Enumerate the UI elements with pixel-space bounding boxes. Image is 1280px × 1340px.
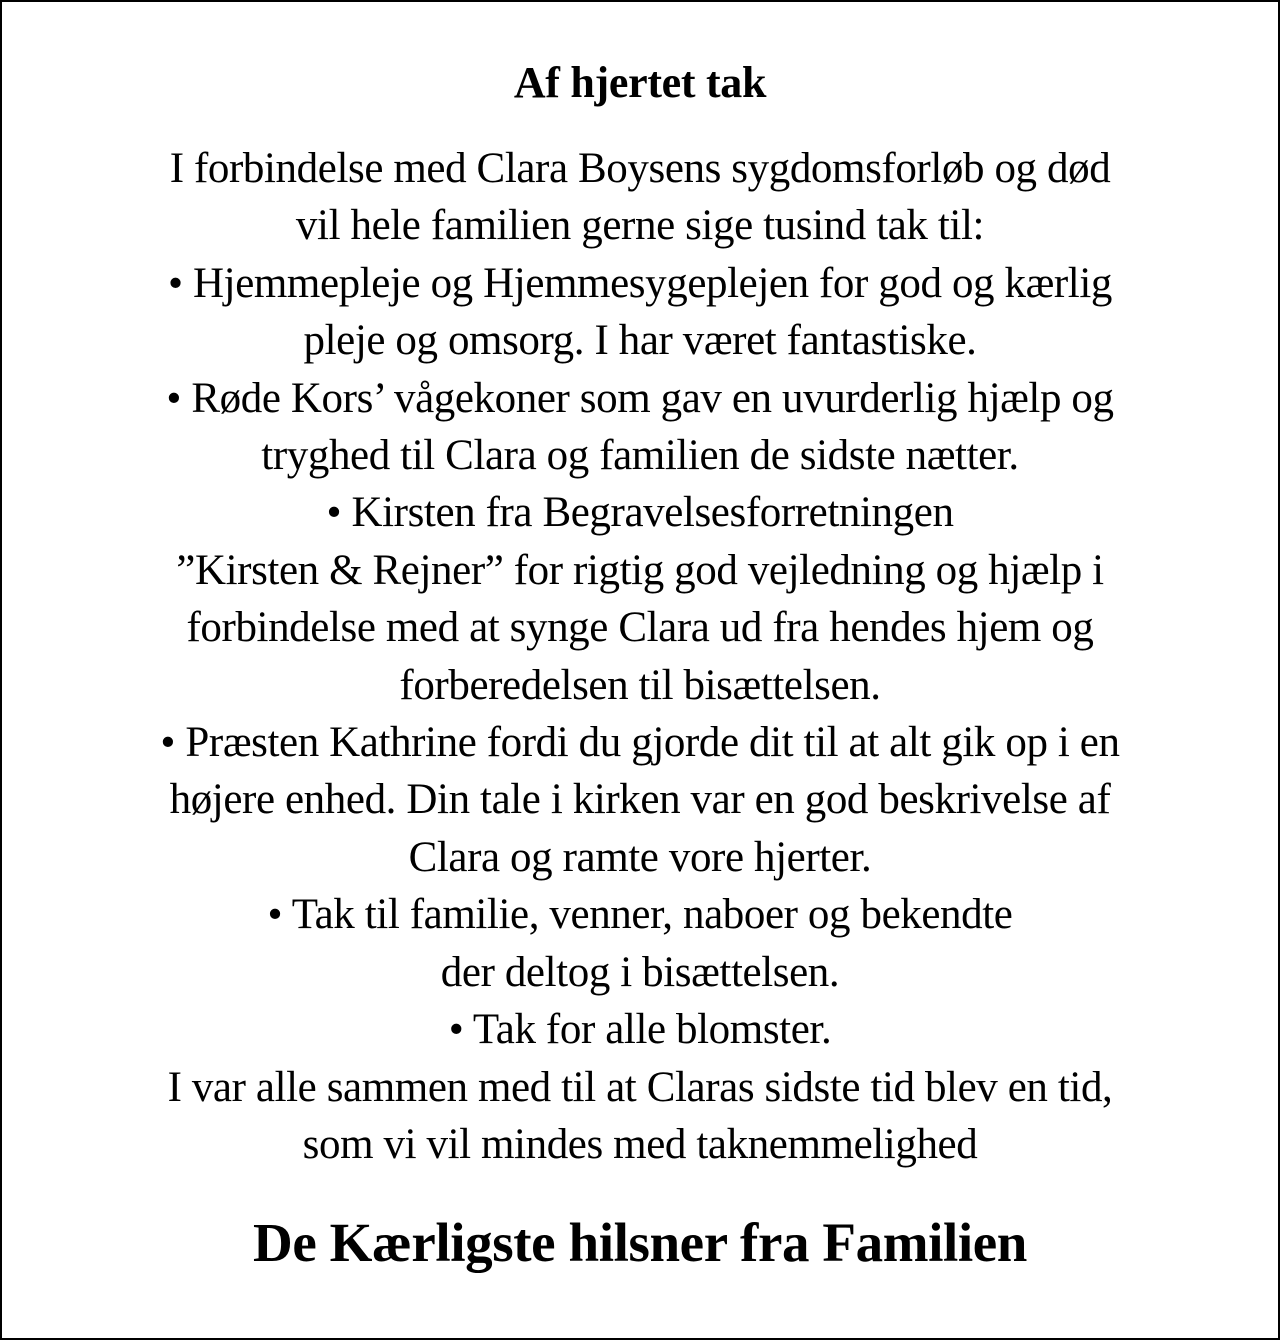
- body-line: Clara og ramte vore hjerter.: [408, 833, 872, 881]
- body-line: • Tak for alle blomster.: [448, 1006, 832, 1054]
- body-line: • Præsten Kathrine fordi du gjorde dit til at alt gik op i en: [160, 719, 1120, 767]
- body-line: I forbindelse med Clara Boysens sygdomsforløb og død: [169, 145, 1111, 192]
- body-line: som vi vil mindes med taknemmelighed: [302, 1120, 978, 1168]
- body-line: • Hjemmepleje og Hjemmesygeplejen for god og kærlig: [167, 259, 1112, 307]
- notice-body: [22, 140, 1258, 1173]
- body-line: • Røde Kors’ vågekoner som gav en uvurderlig hjælp og: [166, 374, 1114, 422]
- body-line: forberedelsen til bisættelsen.: [399, 661, 881, 709]
- body-line: højere enhed. Din tale i kirken var en god beskrivelse af: [169, 776, 1111, 824]
- body-line: tryghed til Clara og familien de sidste nætter.: [261, 432, 1019, 480]
- body-line: • Tak til familie, venner, naboer og bekendte: [267, 891, 1013, 939]
- notice-heading: Af hjertet tak: [513, 58, 767, 107]
- body-line: forbindelse med at synge Clara ud fra hendes hjem og: [186, 604, 1094, 652]
- body-line: I var alle sammen med til at Claras sidste tid blev en tid,: [167, 1063, 1113, 1111]
- body-line: pleje og omsorg. I har været fantastiske.: [303, 317, 977, 365]
- body-line: vil hele familien gerne sige tusind tak til:: [295, 202, 985, 250]
- body-line: der deltog i bisættelsen.: [440, 948, 840, 996]
- body-line: ”Kirsten & Rejner” for rigtig god vejledning og hjælp i: [176, 546, 1104, 594]
- notice-signature: De Kærligste hilsner fra Familien: [253, 1212, 1027, 1273]
- body-line: • Kirsten fra Begravelsesforretningen: [326, 489, 954, 537]
